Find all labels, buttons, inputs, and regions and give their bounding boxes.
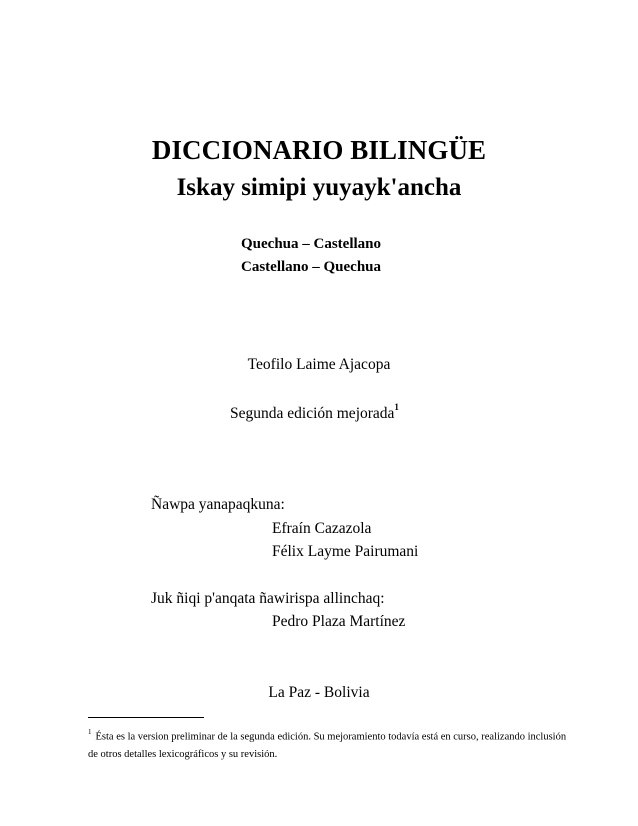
publication-place: La Paz - Bolivia	[268, 684, 370, 701]
edition-footnote-mark: 1	[394, 402, 399, 412]
document-title: DICCIONARIO BILINGÜE	[151, 135, 487, 165]
document-subtitle: Iskay simipi yuyayk'ancha	[176, 174, 462, 201]
edition-text: Segunda edición mejorada	[230, 405, 395, 423]
contributors-label-reviewer: Juk ñiqi p'anqata ñawirispa allinchaq:	[151, 590, 385, 607]
footnote	[88, 725, 568, 763]
footnote-divider	[88, 717, 204, 718]
edition-line	[230, 398, 399, 425]
reviewer-name: Pedro Plaza Martínez	[272, 613, 406, 630]
language-pair-2: Castellano – Quechua	[241, 259, 382, 275]
author-name: Teofilo Laime Ajacopa	[247, 356, 391, 373]
language-pair-1: Quechua – Castellano	[241, 236, 382, 252]
contributor-name: Efraín Cazazola	[272, 520, 372, 537]
contributor-name: Félix Layme Pairumani	[272, 543, 419, 560]
contributors-label-former: Ñawpa yanapaqkuna:	[151, 496, 285, 513]
footnote-mark: 1	[88, 728, 92, 736]
footnote-text: Ésta es la version preliminar de la segunda edición. Su mejoramiento todavía está en curso, realizando inclusión de otros detalles lexicográficos y su revisión.	[88, 731, 567, 760]
